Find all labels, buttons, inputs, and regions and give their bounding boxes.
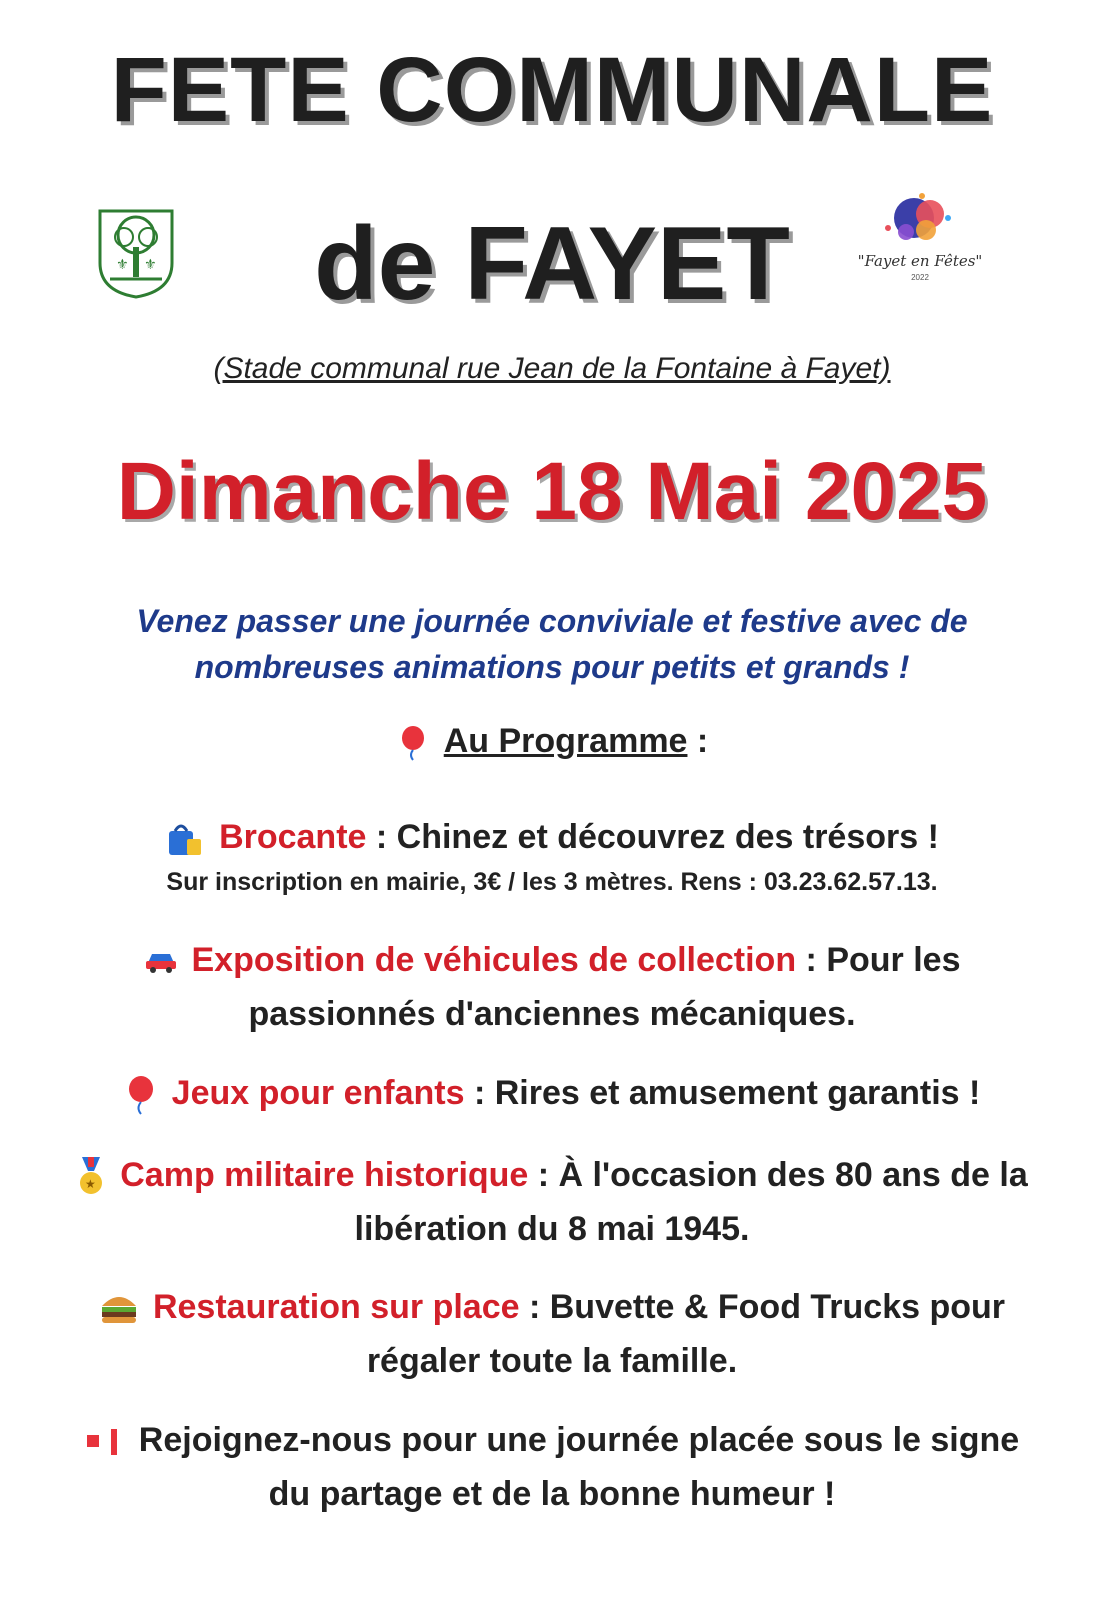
location-text: (Stade communal rue Jean de la Fontaine à Fayet) [213,352,891,385]
item-desc-2: passionnés d'anciennes mécaniques. [248,995,856,1033]
balloon-icon [124,1075,158,1115]
item-name: Exposition de véhicules de collection [191,941,797,979]
programme-heading [0,722,1104,761]
burger-icon [99,1292,139,1326]
balloon-icon [396,725,430,761]
programme-label: Au Programme [443,722,688,760]
list-item-camp-militaire [0,1148,1104,1256]
item-desc: : Buvette & Food Trucks pour [519,1288,1006,1326]
item-name: Restauration sur place [152,1288,520,1326]
item-desc-2: libération du 8 mai 1945. [354,1210,750,1248]
list-item-restauration [0,1280,1104,1388]
logo-year: 2022 [911,273,929,282]
closing-line-1: Rejoignez-nous pour une journée placée sous le signe [138,1421,1020,1459]
intro-line-1: Venez passer une journée conviviale et festive avec de [136,603,968,639]
svg-text:★: ★ [85,1177,97,1192]
svg-text:⚜: ⚜ [144,257,157,273]
intro-text [0,598,1104,690]
shopping-bag-icon [165,819,205,859]
item-desc: : Rires et amusement garantis ! [464,1074,981,1112]
medal-icon [76,1157,106,1197]
item-desc-2: régaler toute la famille. [366,1342,738,1380]
page-subtitle: de FAYET [314,206,790,322]
closing-text [0,1413,1104,1521]
programme-suffix: : [687,722,709,760]
item-name: Camp militaire historique [120,1156,529,1194]
car-icon [144,949,178,975]
event-date: Dimanche 18 Mai 2025 [116,446,988,537]
intro-line-2: nombreuses animations pour petits et grands ! [194,649,910,685]
page-title: FETE COMMUNALE [110,39,994,141]
list-item-brocante [0,810,1104,900]
item-note: Sur inscription en mairie, 3€ / les 3 mètres. Rens : 03.23.62.57.13. [166,868,938,896]
item-desc: : Chinez et découvrez des trésors ! [366,818,939,856]
list-item-jeux [0,1066,1104,1120]
item-name: Brocante [219,818,367,856]
item-name: Jeux pour enfants [171,1074,465,1112]
svg-text:⚜: ⚜ [116,257,129,273]
logo-caption: "Fayet en Fêtes" [857,252,983,270]
item-desc: : Pour les [796,941,961,979]
flag-icon [85,1427,125,1457]
closing-line-2: du partage et de la bonne humeur ! [268,1475,836,1513]
list-item-exposition [0,933,1104,1041]
item-desc: : À l'occasion des 80 ans de la [528,1156,1028,1194]
